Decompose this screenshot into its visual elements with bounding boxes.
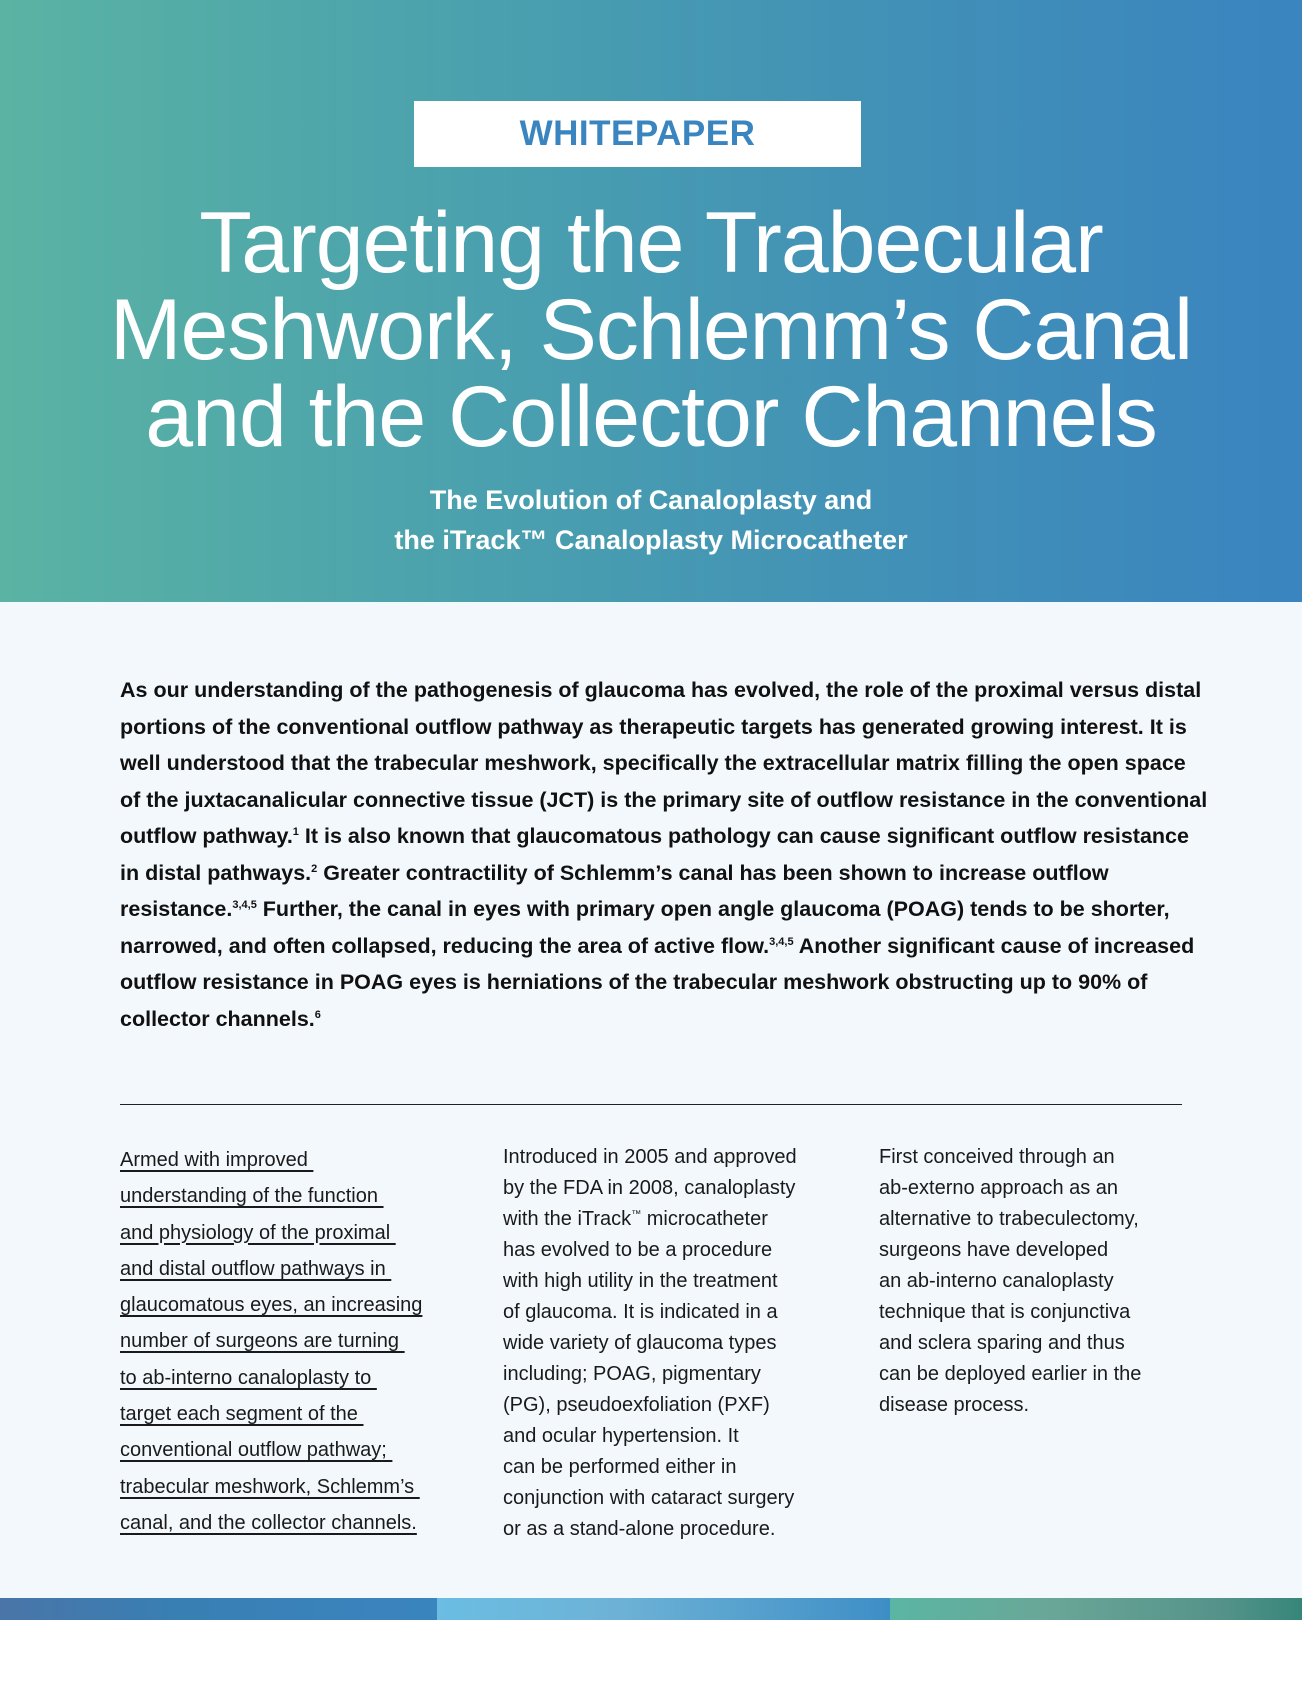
- underlined-line: Armed with improved: [120, 1149, 314, 1171]
- underlined-line: glaucomatous eyes, an increasing: [120, 1294, 423, 1317]
- title-line: Meshwork, Schlemm’s Canal: [109, 282, 1193, 378]
- text-line: wide variety of glaucoma types: [503, 1332, 777, 1354]
- underlined-line: and distal outflow pathways in: [120, 1257, 392, 1280]
- footer-bar-segment-light-blue: [437, 1598, 890, 1620]
- intro-text: Another significant cause of increased outflow resistance in POAG eyes is herniations of the trabecular meshwork obstructing up to 90% of collector channels.: [120, 933, 1195, 1031]
- text-line: including; POAG, pigmentary: [503, 1363, 761, 1385]
- text-line: and ocular hypertension. It: [503, 1425, 739, 1447]
- reference-marker: 3,4,5: [232, 899, 257, 911]
- underlined-line: canal, and the collector channels.: [120, 1511, 417, 1534]
- underlined-line: target each segment of the: [120, 1403, 364, 1426]
- footer-bar-segment-teal: [890, 1598, 1302, 1620]
- text-line: disease process.: [879, 1394, 1030, 1416]
- page-subtitle: [0, 480, 1302, 560]
- whitepaper-badge: [414, 101, 861, 167]
- section-divider: [120, 1104, 1182, 1105]
- intro-paragraph: [120, 672, 1210, 1037]
- intro-text: Further, the canal in eyes with primary open angle glaucoma (POAG) tends to be shorter, narrowed, and often collapsed, reducing the area of active flow.: [120, 897, 1170, 958]
- text-line: First conceived through an: [879, 1146, 1115, 1168]
- column-middle: [503, 1142, 843, 1545]
- text-line: ab-externo approach as an: [879, 1177, 1119, 1199]
- text-line: of glaucoma. It is indicated in a: [503, 1301, 778, 1323]
- title-line: and the Collector Channels: [145, 369, 1157, 465]
- intro-text: Greater contractility of Schlemm’s canal has been shown to increase outflow resistance.: [120, 860, 1109, 921]
- content-area: [0, 602, 1302, 1598]
- footer-bar-segment-blue: [0, 1598, 437, 1620]
- subtitle-line: the iTrack™ Canaloplasty Microcatheter: [394, 525, 908, 555]
- page-title: [0, 195, 1302, 465]
- text-fragment: with the iTrack: [503, 1208, 632, 1230]
- text-line: and sclera sparing and thus: [879, 1332, 1125, 1354]
- hero-banner: [0, 0, 1302, 602]
- intro-text: As our understanding of the pathogenesis of glaucoma has evolved, the role of the proximal versus distal portions of the conventional outflow pathway as therapeutic targets has generated growing interest. It is well understood that the trabecular meshwork, specifically the extracellular matrix filling the open space of the juxtacanalicular connective tissue (JCT) is the primary site of outflow resistance in the conventional outflow pathway.: [120, 678, 1208, 848]
- text-fragment: microcatheter: [641, 1208, 768, 1230]
- badge-label: WHITEPAPER: [519, 114, 756, 153]
- subtitle-line: The Evolution of Canaloplasty and: [429, 485, 873, 515]
- text-line: conjunction with cataract surgery: [503, 1487, 795, 1509]
- reference-marker: 2: [311, 862, 318, 875]
- underlined-line: conventional outflow pathway;: [120, 1439, 393, 1462]
- trademark-symbol: ™: [631, 1209, 642, 1220]
- reference-marker: 1: [292, 826, 299, 838]
- footer-color-bar: [0, 1598, 1302, 1620]
- text-line: by the FDA in 2008, canaloplasty: [503, 1177, 796, 1199]
- text-line: an ab-interno canaloplasty: [879, 1270, 1114, 1292]
- title-line: Targeting the Trabecular: [199, 195, 1103, 291]
- column-right: [879, 1142, 1209, 1421]
- text-line: technique that is conjunctiva: [879, 1301, 1131, 1323]
- text-line: can be deployed earlier in the: [879, 1363, 1142, 1385]
- text-line: can be performed either in: [503, 1456, 737, 1478]
- column-left: [120, 1142, 450, 1541]
- reference-marker: 6: [314, 1008, 321, 1021]
- text-line: (PG), pseudoexfoliation (PXF): [503, 1394, 770, 1416]
- text-line: alternative to trabeculectomy,: [879, 1208, 1139, 1230]
- underlined-line: trabecular meshwork, Schlemm’s: [120, 1475, 420, 1498]
- underlined-line: number of surgeons are turning: [120, 1330, 405, 1353]
- text-line: surgeons have developed: [879, 1239, 1109, 1261]
- text-line: [503, 1204, 843, 1235]
- text-line: has evolved to be a procedure: [503, 1239, 773, 1261]
- text-line: or as a stand-alone procedure.: [503, 1518, 776, 1540]
- intro-text: It is also known that glaucomatous pathology can cause significant outflow resistance in distal pathways.: [120, 824, 1189, 885]
- underlined-line: understanding of the function: [120, 1185, 384, 1208]
- underlined-line: and physiology of the proximal: [120, 1221, 396, 1244]
- reference-marker: 3,4,5: [769, 935, 794, 948]
- text-line: with high utility in the treatment: [503, 1270, 778, 1292]
- underlined-line: to ab-interno canaloplasty to: [120, 1366, 377, 1389]
- text-line: Introduced in 2005 and approved: [503, 1146, 797, 1168]
